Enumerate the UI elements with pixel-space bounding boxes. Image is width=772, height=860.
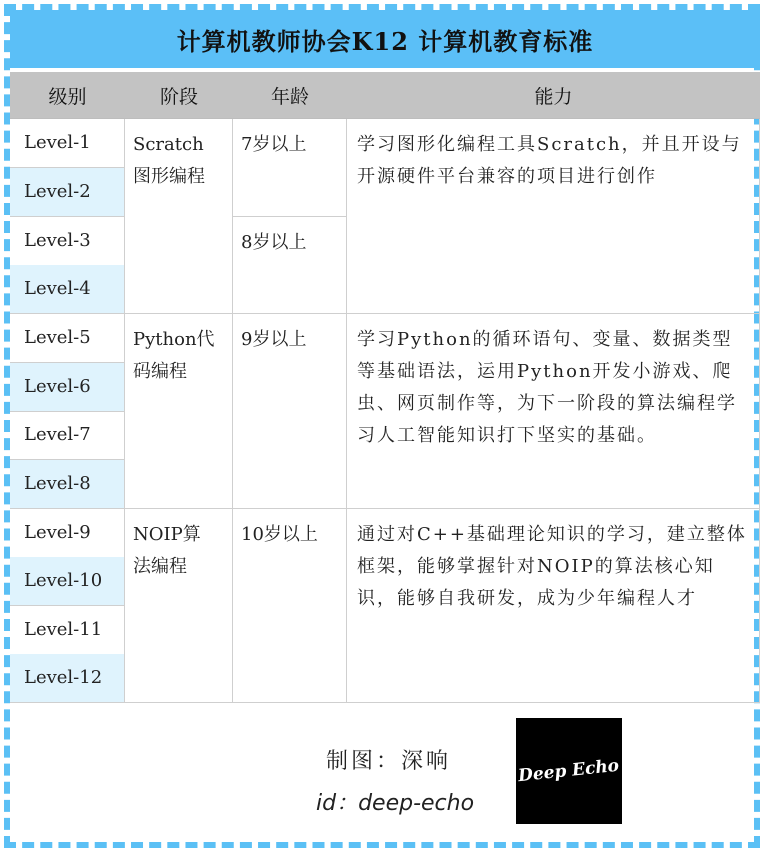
level-cell: Level-11 [10,606,125,655]
id-text: id：deep-echo [316,791,475,816]
ability-cell: 学习Python的循环语句、变量、数据类型等基础语法，运用Python开发小游戏、爬虫、网页制作等，为下一阶段的算法编程学习人工智能知识打下坚实的基础。 [347,314,760,509]
stage-line: Python代 [133,329,215,350]
stage-line: Scratch [133,134,204,155]
header-stage: 阶段 [159,85,198,108]
page-title: 计算机教师协会K12 计算机教育标准 [10,10,760,68]
stage-cell [125,509,233,703]
age-cell: 10岁以上 [233,509,347,703]
stage-cell [125,119,233,314]
ability-cell: 通过对C++基础理论知识的学习，建立整体框架，能够掌握针对NOIP的算法核心知识，能够自我研发，成为少年编程人才 [347,509,760,703]
level-cell: Level-3 [10,217,125,266]
level-cell: Level-6 [10,363,125,412]
stage-line: 码编程 [133,361,187,382]
footer [10,702,760,842]
logo-text: Deep Echo [517,755,621,787]
stage-line: NOIP算 [133,524,201,545]
stage-line: 法编程 [133,556,187,577]
level-cell: Level-2 [10,168,125,217]
ability-cell: 学习图形化编程工具Scratch，并且开设与开源硬件平台兼容的项目进行创作 [347,119,760,314]
level-cell: Level-4 [10,265,125,314]
age-cell: 8岁以上 [233,217,347,314]
table-header [10,72,760,118]
level-cell: Level-8 [10,460,125,509]
level-cell: Level-7 [10,411,125,460]
deep-echo-logo [516,718,622,824]
stage-line: 图形编程 [133,166,205,187]
header-age: 年龄 [270,85,309,108]
standards-table [10,118,760,703]
level-cell: Level-12 [10,654,125,703]
header-ability: 能力 [534,85,573,108]
age-cell: 7岁以上 [233,119,347,217]
age-cell: 9岁以上 [233,314,347,509]
credit-text: 制图：深响 [326,749,452,774]
level-cell: Level-9 [10,509,125,558]
level-cell: Level-5 [10,314,125,363]
header-level: 级别 [48,85,87,108]
level-cell: Level-10 [10,557,125,606]
level-cell: Level-1 [10,119,125,168]
stage-cell [125,314,233,509]
